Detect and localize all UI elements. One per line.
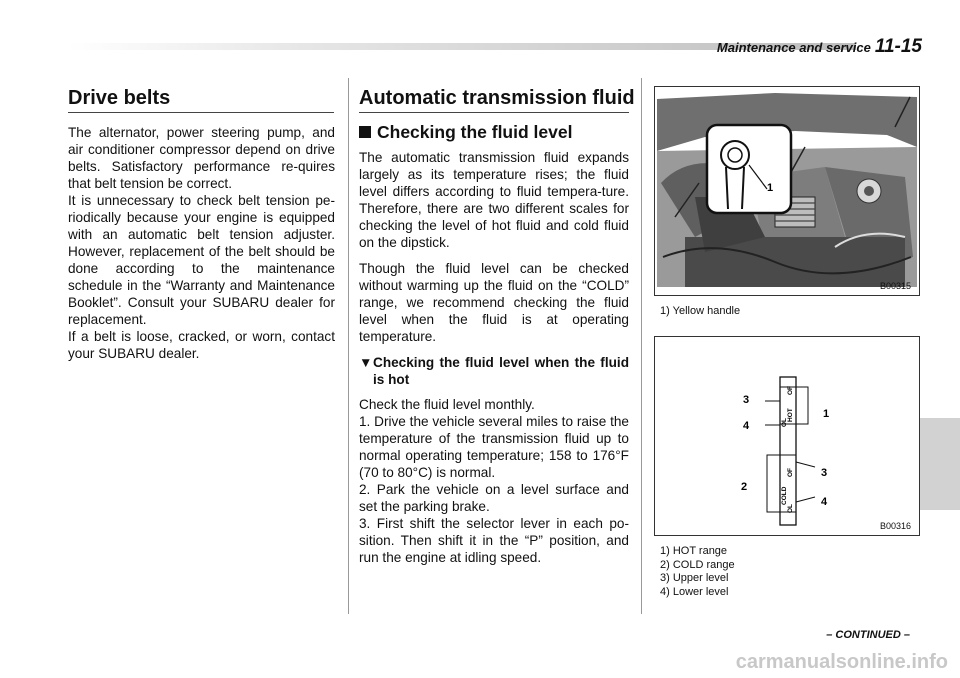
legend-item: 2) COLD range [660,558,735,571]
paragraph: It is unnecessary to check belt tension pe-riodically because your engine is equipped with an automatic belt tension adjuster. However, replacement of the belt should be done according to the maintenance schedule in the “Warranty and Maintenance Booklet”. Consult your SUBARU dealer for replacement. [68,193,335,327]
dipstick-cold-label: COLD [781,486,788,505]
dipstick-ol-mark: OL [781,417,788,427]
title-rule-left [68,112,334,113]
figure1-legend [660,305,740,319]
section-title-drive-belts: Drive belts [68,87,171,109]
header-section-title: Maintenance and service [716,40,871,55]
title-rule-middle [359,112,629,113]
step-text: Check the fluid level monthly. [359,397,535,412]
column-divider-left [348,78,349,614]
continued-label: – CONTINUED – [826,629,910,641]
figure-engine-bay [654,86,920,296]
figure2-legend [660,545,735,599]
page-number: 11-15 [874,36,922,57]
label-4-upper: 4 [743,420,750,432]
legend-item: 1) HOT range [660,545,728,557]
dipstick-hot-label: HOT [787,408,794,422]
engine-bay-illustration [655,87,919,295]
dipstick-of-mark: OF [787,385,794,395]
dipstick-illustration [655,337,919,535]
paragraph: The alternator, power steering pump, and air conditioner compressor depend on drive belts. Satisfactory performance re-quires that belt tension be correct. [68,125,335,191]
label-4-lower: 4 [821,496,828,508]
chapter-tab [920,418,960,510]
figure-dipstick [654,336,920,536]
step-text: 3. First shift the selector lever in each po-sition. Then shift it in the “P” position, and run the engine at idling speed. [359,516,629,565]
step-text: 1. Drive the vehicle several miles to raise the temperature of the transmission fluid up to normal operating temperature; 158 to 176°F (70 to 80°C) is normal. [359,414,629,480]
callout-number: 1 [767,182,774,194]
figure-code: B00315 [879,281,911,291]
subsubheading-hot-fluid [359,354,629,388]
dipstick-ol-mark: OL [787,503,794,513]
atf-body [359,118,629,566]
figure-code: B00316 [879,521,911,531]
square-bullet-icon [359,126,371,138]
column-divider-right [641,78,642,614]
label-3-upper: 3 [743,394,750,406]
legend-item: 4) Lower level [660,585,729,598]
subheading-checking-fluid-level [359,124,629,141]
step-text: 2. Park the vehicle on a level surface and set the parking brake. [359,482,629,514]
label-1: 1 [823,408,830,420]
drive-belts-body [68,124,335,362]
legend-item: 1) Yellow handle [660,305,741,317]
section-title-atf: Automatic transmission fluid [359,87,635,109]
legend-item: 3) Upper level [660,572,729,584]
label-3-lower: 3 [821,467,828,479]
paragraph: The automatic transmission fluid expands largely as its temperature rises; the fluid level differs according to fluid tempera-ture. Therefore, there are two different scales for checking the level of hot fluid and cold fluid on the dipstick. [359,150,629,250]
watermark: carmanualsonline.info [735,651,948,673]
dipstick-of-mark: OF [787,467,794,477]
label-2: 2 [741,481,748,493]
running-header [717,36,922,58]
paragraph: Though the fluid level can be checked without warming up the fluid on the “COLD” range, we recommend checking the fluid level when the fluid is at operating temperature. [359,261,629,344]
subsubheading-text: Checking the fluid level when the fluid is hot [373,355,629,387]
subheading-text: Checking the fluid level [377,122,573,142]
triangle-bullet-icon: ▼ [359,355,373,370]
paragraph: If a belt is loose, cracked, or worn, contact your SUBARU dealer. [68,329,335,361]
